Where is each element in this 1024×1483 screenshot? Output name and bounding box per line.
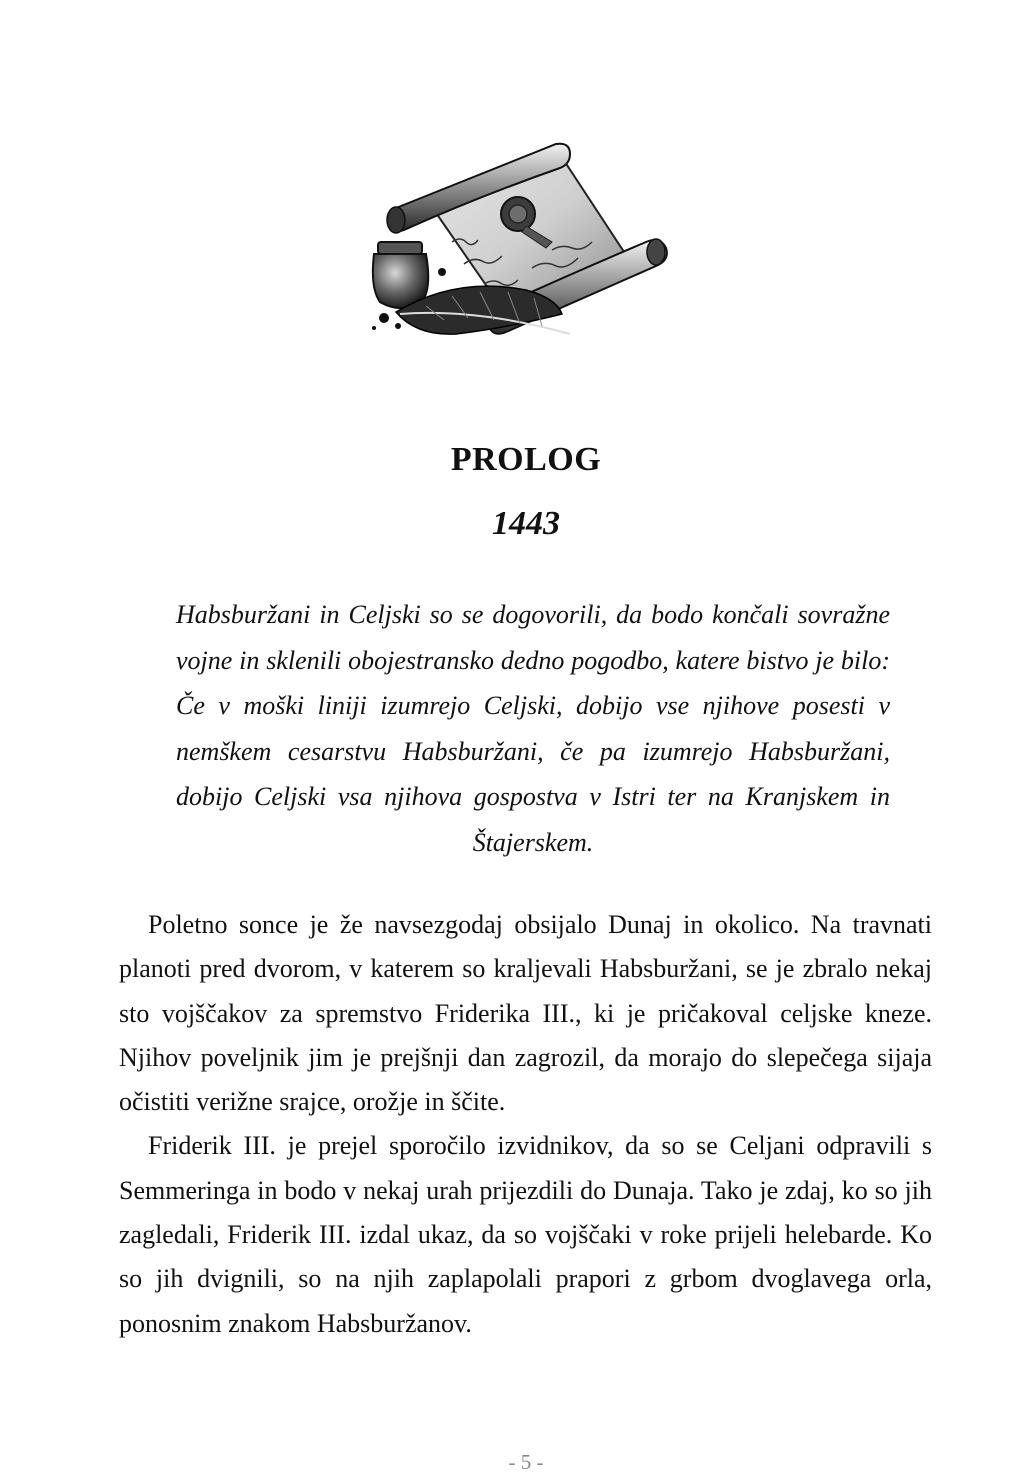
paragraph: Friderik III. je prejel sporočilo izvidnikov, da so se Celjani odpravili s Semmeringa in bodo v nekaj urah prijezdili do Dunaja. Tako je zdaj, ko so jih zagledali, Friderik III. izdal ukaz, da so vojščaki v roke prijeli helebarde. Ko so jih dvignili, so na njih zaplapolali prapori z grbom dvoglavega orla, ponosnim znakom Habsburžanov. xyxy=(119,1131,932,1338)
chapter-title: PROLOG xyxy=(450,441,602,478)
epigraph: Habsburžani in Celjski so se dogovorili, da bodo končali sovražne vojne in sklenili obojestransko dedno pogodbo, katere bistvo je bilo: Če v moški liniji izumrejo Celjski, dobijo vse njihove posesti v nemškem cesarstvu Habsburžani, če pa izumrejo Habsburžani, dobijo Celjski vsa njihova gospostva v Istri ter na Kranjskem in Štajerskem. xyxy=(176,600,890,857)
body-text xyxy=(119,903,932,1346)
chapter-year: 1443 xyxy=(492,505,560,542)
scroll-quill-inkwell-icon xyxy=(356,138,676,360)
paragraph: Poletno sonce je že navsezgodaj obsijalo Dunaj in okolico. Na travnati planoti pred dvorom, v katerem so kraljevali Habsburžani, se je zbralo nekaj sto vojščakov za spremstvo Friderika III., ki je pričakoval celjske kneze. Njihov poveljnik jim je prejšnji dan zagrozil, da morajo do slepečega sijaja očistiti verižne srajce, orožje in ščite. xyxy=(119,910,932,1117)
page-number: - 5 - xyxy=(508,1450,544,1474)
